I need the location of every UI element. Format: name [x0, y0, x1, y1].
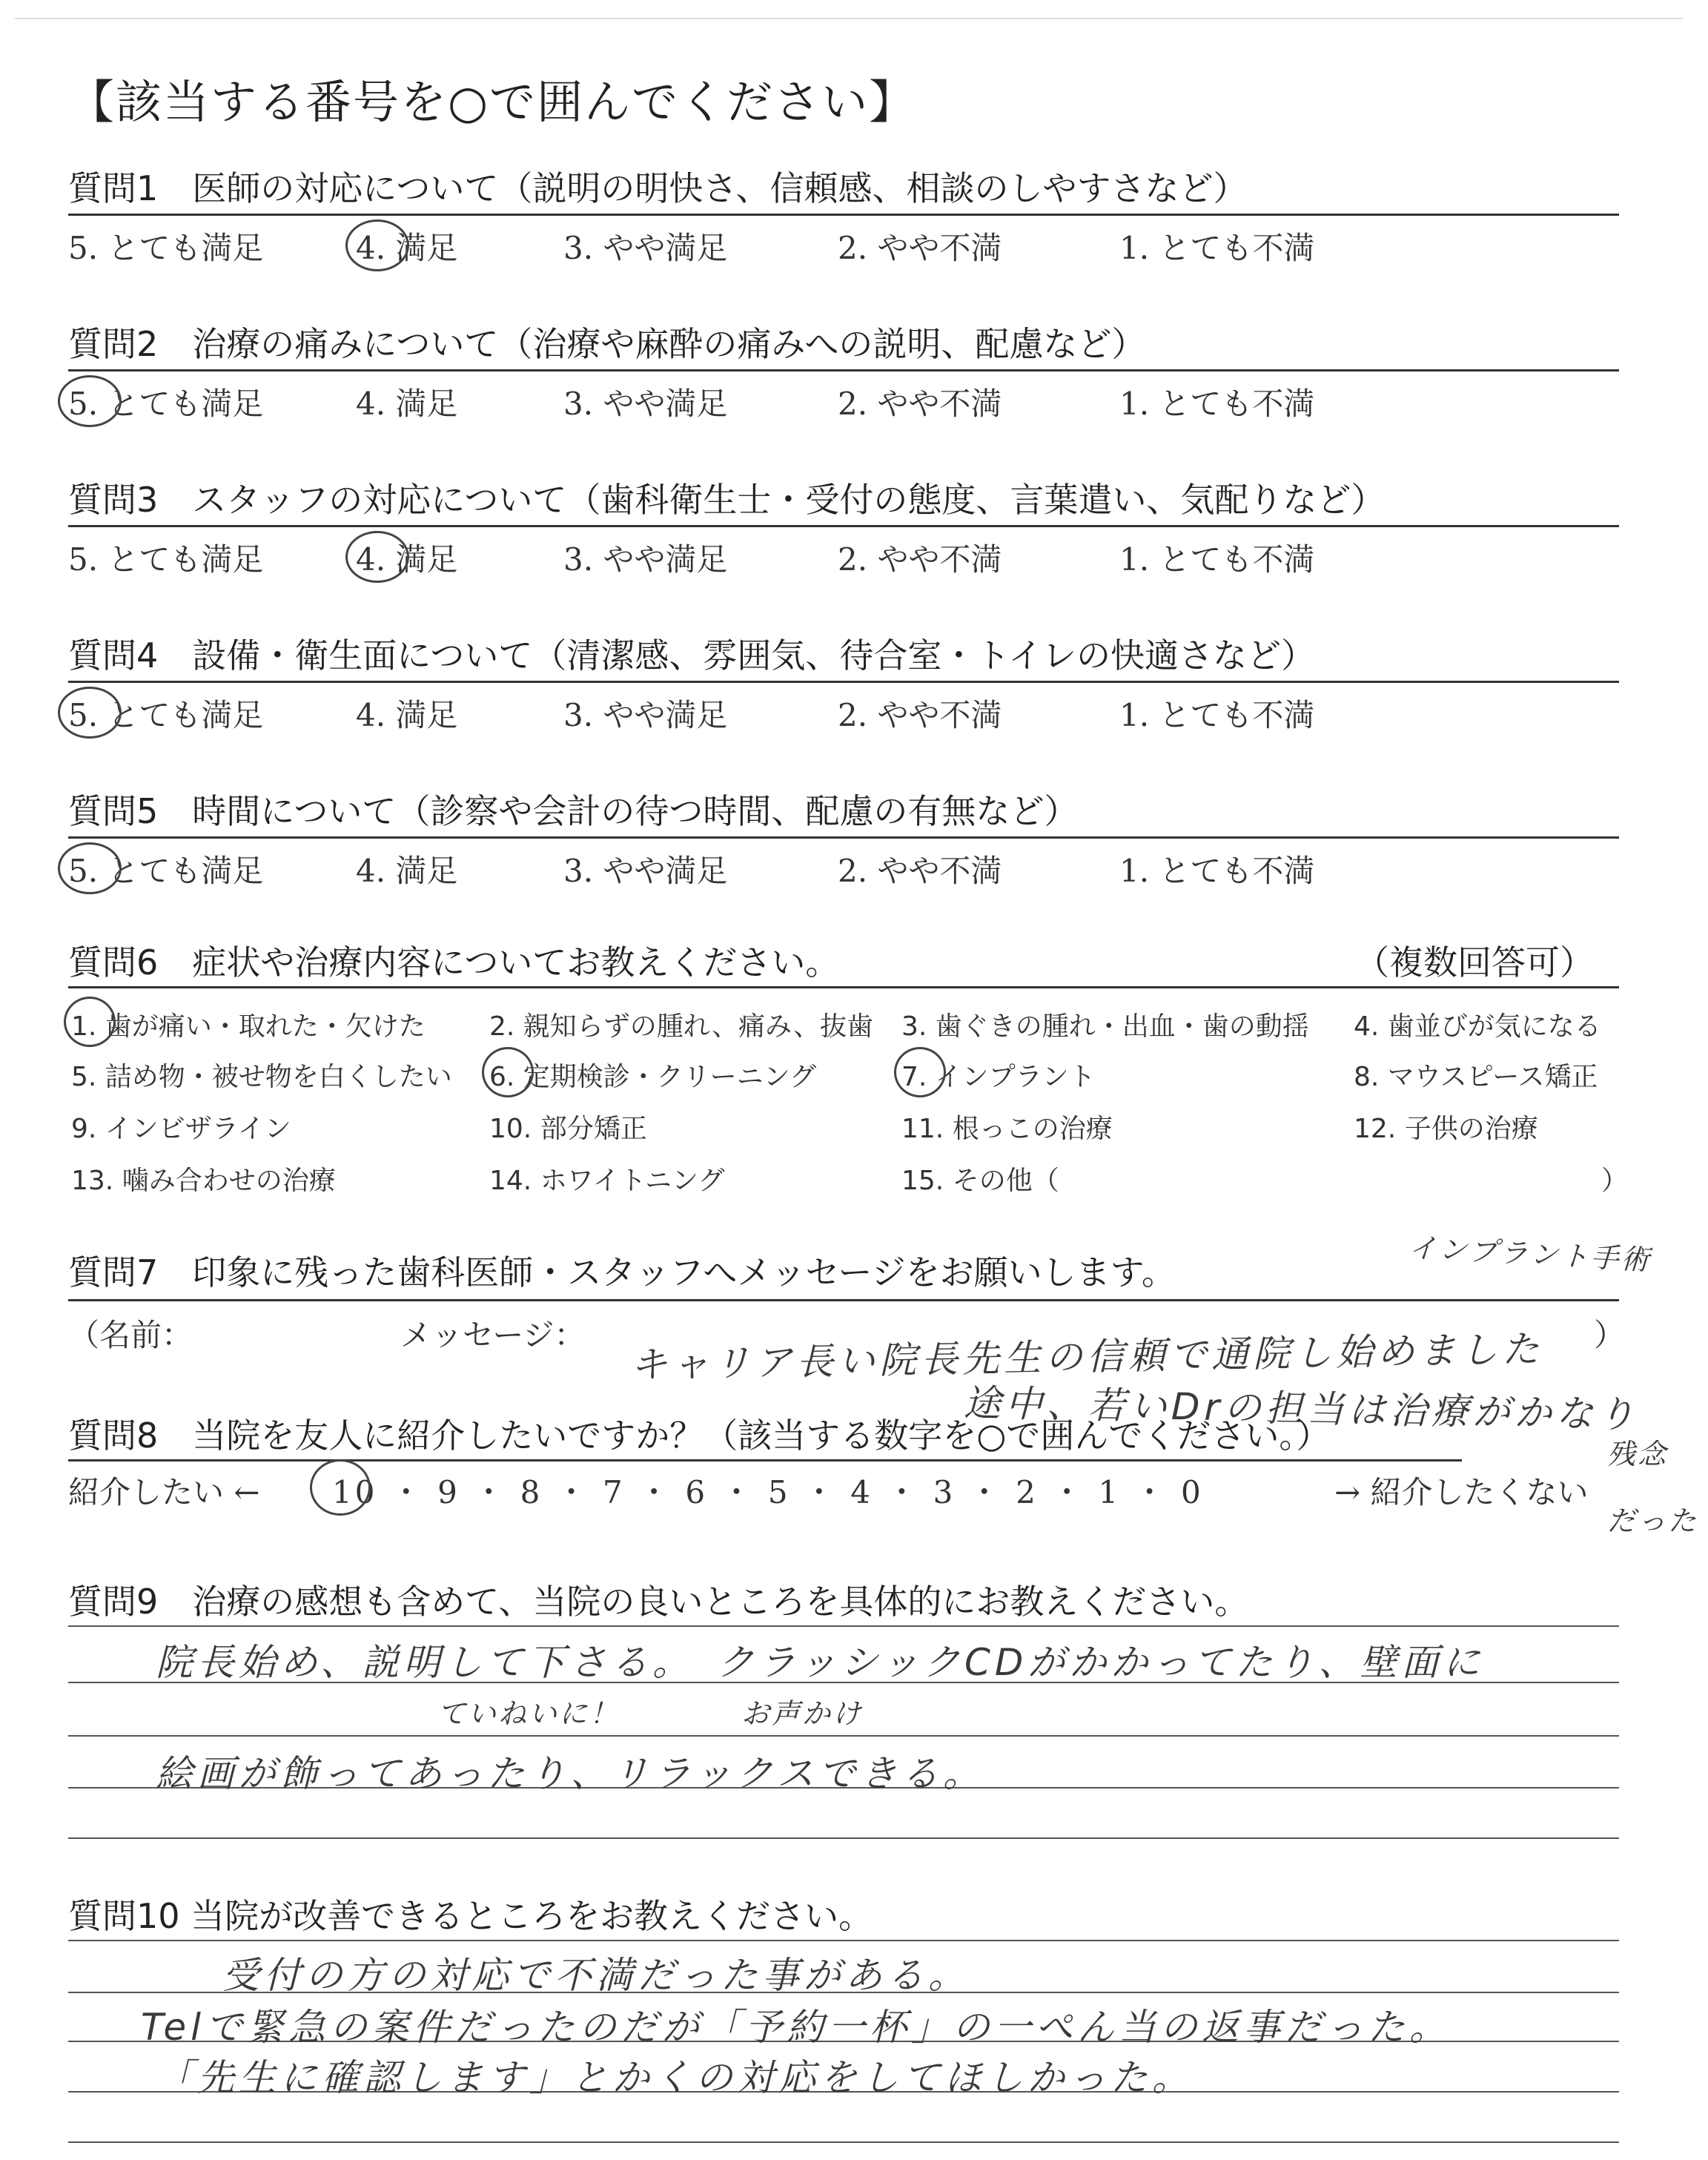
- q5-rule: [68, 836, 1619, 839]
- q8-label: 質問8 当院を友人に紹介したいですか？（該当する数字を○で囲んでください。）: [68, 1416, 1331, 1456]
- q2-label: 質問2 治療の痛みについて（治療や麻酔の痛みへの説明、配慮など）: [68, 324, 1146, 364]
- q7-message-label: メッセージ：: [400, 1317, 586, 1353]
- q9-line-1: [68, 1625, 1619, 1627]
- q6-option-1[interactable]: 1. 歯が痛い・取れた・欠けた: [71, 1011, 426, 1042]
- q4-rule: [68, 681, 1619, 683]
- q6-label: 質問6 症状や治療内容についてお教えください。: [68, 942, 840, 982]
- q6-option-3[interactable]: 3. 歯ぐきの腫れ・出血・歯の動揺: [901, 1011, 1309, 1042]
- q6-option-8[interactable]: 8. マウスピース矯正: [1354, 1062, 1598, 1092]
- q1-selection-circle: [345, 219, 409, 271]
- q6-selection-circle-6: [482, 1047, 534, 1097]
- q10-handwritten-line3: 「先生に確認します」とかくの対応をしてほしかった。: [156, 2056, 1194, 2099]
- q5-selection-circle: [58, 842, 122, 894]
- q8-rule: [68, 1459, 1462, 1462]
- q9-label: 質問9 治療の感想も含めて、当院の良いところを具体的にお教えください。: [68, 1582, 1249, 1622]
- q1-option-1[interactable]: 1. とても不満: [1119, 230, 1315, 266]
- q10-label: 質問10 当院が改善できるところをお教えください。: [68, 1896, 873, 1936]
- q7-handwritten-note: インプラント手術: [1407, 1231, 1652, 1277]
- q9-line-5: [68, 1837, 1619, 1839]
- q6-option-11[interactable]: 11. 根っこの治療: [901, 1114, 1113, 1144]
- q4-option-3[interactable]: 3. やや満足: [563, 697, 728, 733]
- q4-label: 質問4 設備・衛生面について（清潔感、雰囲気、待合室・トイレの快適さなど）: [68, 635, 1316, 676]
- q7-rule: [68, 1299, 1619, 1301]
- q6-other-close: ）: [1601, 1166, 1629, 1196]
- q6-option-5[interactable]: 5. 詰め物・被せ物を白くしたい: [71, 1062, 452, 1092]
- q8-left-label: 紹介したい ←: [68, 1474, 260, 1510]
- q5-option-3[interactable]: 3. やや満足: [563, 853, 728, 889]
- q6-note: （複数回答可）: [1355, 942, 1594, 982]
- q8-right-label: → 紹介したくない: [1334, 1474, 1589, 1510]
- q9-handwritten-insert: ていねいに！ お声かけ: [437, 1697, 864, 1730]
- q2-option-4[interactable]: 4. 満足: [356, 386, 458, 422]
- q6-option-2[interactable]: 2. 親知らずの腫れ、痛み、抜歯: [489, 1011, 874, 1042]
- q10-line-1: [68, 1940, 1619, 1941]
- q6-option-9[interactable]: 9. インビザライン: [71, 1114, 291, 1144]
- q8-selection-circle: [310, 1459, 371, 1516]
- q4-option-1[interactable]: 1. とても不満: [1119, 697, 1315, 733]
- q6-option-10[interactable]: 10. 部分矯正: [489, 1114, 647, 1144]
- q5-option-4[interactable]: 4. 満足: [356, 853, 458, 889]
- q7-handwritten-line2: 途中、若いDrの担当は治療がかなり: [963, 1381, 1640, 1436]
- q9-handwritten-line1: 院長始め、説明して下さる。 クラッシックCDがかかってたり、壁面に: [156, 1641, 1485, 1684]
- q1-label: 質問1 医師の対応について（説明の明快さ、信頼感、相談のしやすさなど）: [68, 168, 1248, 208]
- q9-line-3: [68, 1735, 1619, 1737]
- q1-option-4[interactable]: 4. 満足: [356, 230, 458, 266]
- q6-option-4[interactable]: 4. 歯並びが気になる: [1354, 1011, 1601, 1042]
- q6-option-14[interactable]: 14. ホワイトニング: [489, 1166, 725, 1196]
- q6-option-15[interactable]: 15. その他（: [901, 1166, 1059, 1196]
- q7-label: 質問7 印象に残った歯科医師・スタッフへメッセージをお願いします。: [68, 1252, 1176, 1292]
- q7-handwritten-side-1: 残念: [1607, 1438, 1669, 1470]
- q4-option-4[interactable]: 4. 満足: [356, 697, 458, 733]
- form-title: 【該当する番号を○で囲んでください】: [68, 75, 917, 129]
- q1-option-5[interactable]: 5. とても満足: [68, 230, 264, 266]
- q3-rule: [68, 525, 1619, 527]
- q4-option-2[interactable]: 2. やや不満: [838, 697, 1002, 733]
- q6-rule: [68, 986, 1619, 988]
- q3-option-3[interactable]: 3. やや満足: [563, 541, 728, 578]
- q8-scale: 10 ・ 9 ・ 8 ・ 7 ・ 6 ・ 5 ・ 4 ・ 3 ・ 2 ・ 1 ・ 0: [332, 1474, 1204, 1510]
- q6-option-7[interactable]: 7. インプラント: [901, 1062, 1096, 1092]
- top-border: [15, 18, 1683, 19]
- q4-selection-circle: [58, 687, 122, 739]
- q3-option-4[interactable]: 4. 満足: [356, 541, 458, 578]
- q2-selection-circle: [58, 375, 122, 427]
- q1-option-3[interactable]: 3. やや満足: [563, 230, 728, 266]
- q10-handwritten-line1: 受付の方の対応で不満だった事がある。: [222, 1954, 970, 1997]
- q6-option-6[interactable]: 6. 定期検診・クリーニング: [489, 1062, 817, 1092]
- q9-handwritten-line2: 絵画が飾ってあったり、リラックスできる。: [156, 1752, 984, 1795]
- q7-close-paren: ）: [1594, 1317, 1626, 1353]
- q2-rule: [68, 369, 1619, 371]
- q3-option-5[interactable]: 5. とても満足: [68, 541, 264, 578]
- q7-handwritten-line1: キャリア長い院長先生の信頼で通院し始めました: [629, 1327, 1544, 1387]
- q3-option-2[interactable]: 2. やや不満: [838, 541, 1002, 578]
- q1-option-2[interactable]: 2. やや不満: [838, 230, 1002, 266]
- q10-handwritten-line2: Telで緊急の案件だったのだが「予約一杯」の一ぺん当の返事だった。: [141, 2006, 1452, 2049]
- q2-option-2[interactable]: 2. やや不満: [838, 386, 1002, 422]
- q2-option-5[interactable]: 5. とても満足: [68, 386, 264, 422]
- q3-label: 質問3 スタッフの対応について（歯科衛生士・受付の態度、言葉遣い、気配りなど）: [68, 480, 1386, 520]
- q2-option-3[interactable]: 3. やや満足: [563, 386, 728, 422]
- q6-option-12[interactable]: 12. 子供の治療: [1354, 1114, 1538, 1144]
- q7-name-label: （名前：: [68, 1317, 193, 1353]
- q5-option-5[interactable]: 5. とても満足: [68, 853, 264, 889]
- q5-option-2[interactable]: 2. やや不満: [838, 853, 1002, 889]
- q10-line-5: [68, 2141, 1619, 2143]
- q4-option-5[interactable]: 5. とても満足: [68, 697, 264, 733]
- q5-option-1[interactable]: 1. とても不満: [1119, 853, 1315, 889]
- q7-handwritten-side-2: だった: [1607, 1505, 1699, 1537]
- q6-selection-circle-7: [894, 1047, 946, 1097]
- q3-selection-circle: [345, 531, 409, 583]
- q3-option-1[interactable]: 1. とても不満: [1119, 541, 1315, 578]
- q6-option-13[interactable]: 13. 噛み合わせの治療: [71, 1166, 336, 1196]
- q5-label: 質問5 時間について（診察や会計の待つ時間、配慮の有無など）: [68, 791, 1079, 831]
- q6-selection-circle-1: [64, 997, 116, 1047]
- q1-rule: [68, 214, 1619, 216]
- q2-option-1[interactable]: 1. とても不満: [1119, 386, 1315, 422]
